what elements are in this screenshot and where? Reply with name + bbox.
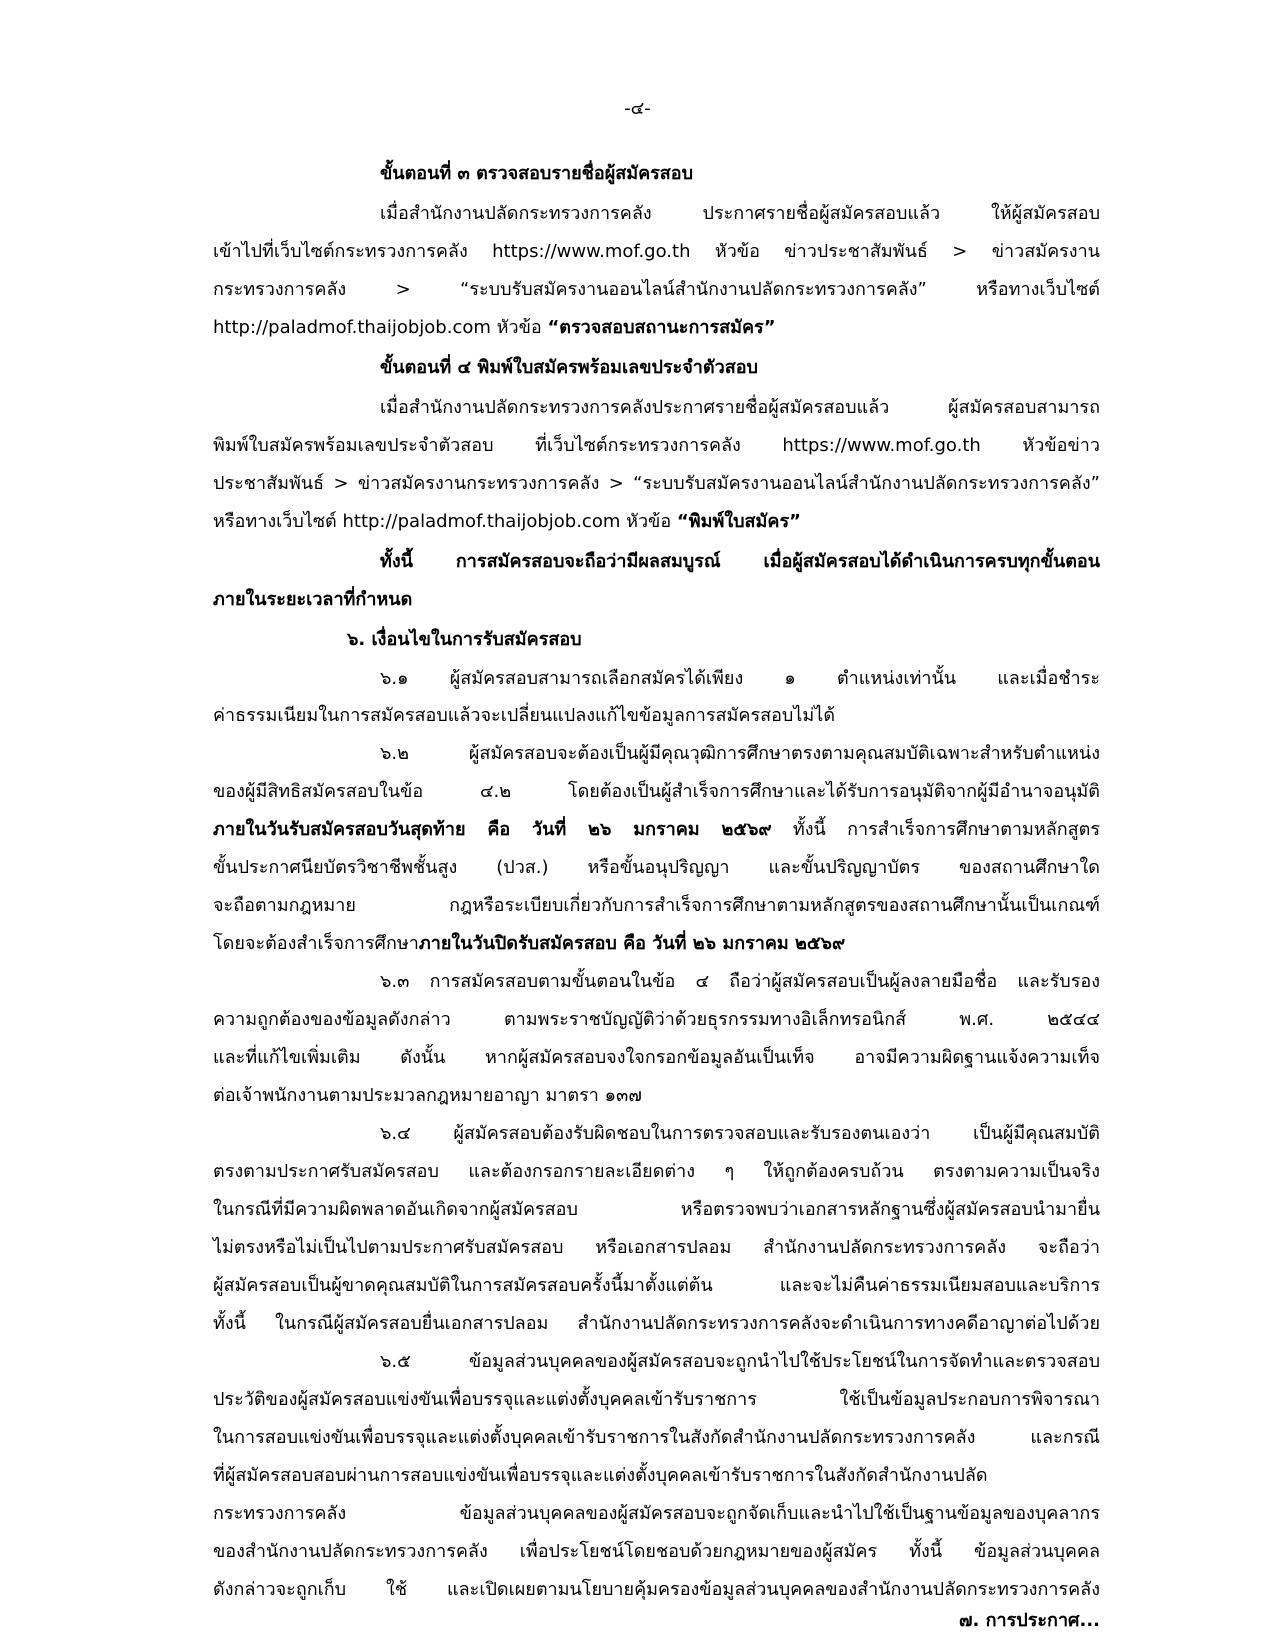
step4-line-4 xyxy=(213,511,801,533)
step3-line-1: เมื่อสำนักงานปลัดกระทรวงการคลัง ประกาศรายชื่อผู้สมัครสอบแล้ว ให้ผู้สมัครสอบ xyxy=(380,203,1100,224)
step3-line-3: กระทรวงการคลัง > “ระบบรับสมัครงานออนไลน์สำนักงานปลัดกระทรวงการคลัง” หรือทางเว็บไซต์ xyxy=(213,279,1100,300)
p65-line-6: ของสำนักงานปลัดกระทรวงการคลัง เพื่อประโยชน์โดยชอบด้วยกฎหมายของผู้สมัคร ทั้งนี้ ข้อมูลส่วนบุคคล xyxy=(213,1541,1100,1562)
p65-line-5: กระทรวงการคลัง ข้อมูลส่วนบุคคลของผู้สมัครสอบจะถูกจัดเก็บและนำไปใช้เป็นฐานข้อมูลของบุคลากร xyxy=(213,1503,1100,1524)
step3-line-4 xyxy=(213,317,776,339)
p64-line-4: ไม่ตรงหรือไม่เป็นไปตามประกาศรับสมัครสอบ หรือเอกสารปลอม สำนักงานปลัดกระทรวงการคลัง จะถือว่า xyxy=(213,1237,1100,1258)
p62-line-2: ของผู้มีสิทธิสมัครสอบในข้อ ๔.๒ โดยต้องเป็นผู้สำเร็จการศึกษาและได้รับการอนุมัติจากผู้มีอำนาจอนุมัติ xyxy=(213,781,1100,802)
p64-line-1: ๖.๔ ผู้สมัครสอบต้องรับผิดชอบในการตรวจสอบและรับรองตนเองว่า เป็นผู้มีคุณสมบัติ xyxy=(380,1123,1100,1144)
step4-line-4-text: หรือทางเว็บไซต์ http://paladmof.thaijobjob.com หัวข้อ xyxy=(213,511,677,532)
step3-line-2: เข้าไปที่เว็บไซต์กระทรวงการคลัง https://www.mof.go.th หัวข้อ ข่าวประชาสัมพันธ์ > ข่าวสมัครงาน xyxy=(213,241,1100,262)
p65-line-4: ที่ผู้สมัครสอบสอบผ่านการสอบแข่งขันเพื่อบรรจุและแต่งตั้งบุคคลเข้ารับราชการในสังกัดสำนักงานปลัด xyxy=(213,1465,988,1486)
p62-line-4: ขั้นประกาศนียบัตรวิชาชีพชั้นสูง (ปวส.) หรือขั้นอนุปริญญา และขั้นปริญญาบัตร ของสถานศึกษาใด xyxy=(213,857,1100,878)
continuation-marker: ๗. การประกาศ... xyxy=(958,1610,1100,1631)
p62-line-5: จะถือตามกฎหมาย กฎหรือระเบียบเกี่ยวกับการสำเร็จการศึกษาตามหลักสูตรของสถานศึกษานั้นเป็นเกณฑ์ xyxy=(213,895,1100,916)
p63-line-4: ต่อเจ้าพนักงานตามประมวลกฎหมายอาญา มาตรา ๑๓๗ xyxy=(213,1085,642,1106)
p62-line-3-text: ทั้งนี้ การสำเร็จการศึกษาตามหลักสูตร xyxy=(771,819,1100,840)
p65-line-3: ในการสอบแข่งขันเพื่อบรรจุและแต่งตั้งบุคคลเข้ารับราชการในสังกัดสำนักงานปลัดกระทรวงการคลัง และกรณี xyxy=(213,1427,1100,1448)
step3-heading: ขั้นตอนที่ ๓ ตรวจสอบรายชื่อผู้สมัครสอบ xyxy=(380,163,694,184)
p61-line-2: ค่าธรรมเนียมในการสมัครสอบแล้วจะเปลี่ยนแปลงแก้ไขข้อมูลการสมัครสอบไม่ได้ xyxy=(213,705,836,726)
p62-line-3 xyxy=(213,819,1100,841)
step4-line-3: ประชาสัมพันธ์ > ข่าวสมัครงานกระทรวงการคลัง > “ระบบรับสมัครงานออนไลน์สำนักงานปลัดกระทรวงการคลัง” xyxy=(213,473,1100,494)
p61-line-1: ๖.๑ ผู้สมัครสอบสามารถเลือกสมัครได้เพียง ๑ ตำแหน่งเท่านั้น และเมื่อชำระ xyxy=(380,668,1100,689)
p62-deadline-bold: ภายในวันรับสมัครสอบวันสุดท้าย คือ วันที่ ๒๖ มกราคม ๒๕๖๙ xyxy=(213,819,772,840)
p62-line-6 xyxy=(213,933,845,955)
p62-line-6-text: โดยจะต้องสำเร็จการศึกษา xyxy=(213,933,419,954)
step4-line-1: เมื่อสำนักงานปลัดกระทรวงการคลังประกาศรายชื่อผู้สมัครสอบแล้ว ผู้สมัครสอบสามารถ xyxy=(380,397,1100,418)
page-number: -๔- xyxy=(624,98,651,119)
step4-menu-print-form: “พิมพ์ใบสมัคร” xyxy=(676,511,801,532)
p63-line-3: และที่แก้ไขเพิ่มเติม ดังนั้น หากผู้สมัครสอบจงใจกรอกข้อมูลอันเป็นเท็จ อาจมีความผิดฐานแจ้งความเท็จ xyxy=(213,1047,1100,1068)
note-line-2: ภายในระยะเวลาที่กำหนด xyxy=(213,589,413,610)
p63-line-1: ๖.๓ การสมัครสอบตามขั้นตอนในข้อ ๔ ถือว่าผู้สมัครสอบเป็นผู้ลงลายมือชื่อ และรับรอง xyxy=(380,971,1100,992)
p63-line-2: ความถูกต้องของข้อมูลดังกล่าว ตามพระราชบัญญัติว่าด้วยธุรกรรมทางอิเล็กทรอนิกส์ พ.ศ. ๒๕๔๔ xyxy=(213,1009,1100,1030)
p62-close-date-bold: ภายในวันปิดรับสมัครสอบ คือ วันที่ ๒๖ มกราคม ๒๕๖๙ xyxy=(418,933,846,954)
step4-line-2: พิมพ์ใบสมัครพร้อมเลขประจำตัวสอบ ที่เว็บไซต์กระทรวงการคลัง https://www.mof.go.th หัวข้อข่าว xyxy=(213,435,1100,456)
p64-line-2: ตรงตามประกาศรับสมัครสอบ และต้องกรอกรายละเอียดต่าง ๆ ให้ถูกต้องครบถ้วน ตรงตามความเป็นจริง xyxy=(213,1161,1100,1182)
p65-line-1: ๖.๕ ข้อมูลส่วนบุคคลของผู้สมัครสอบจะถูกนำไปใช้ประโยชน์ในการจัดทำและตรวจสอบ xyxy=(380,1351,1100,1372)
p64-line-5: ผู้สมัครสอบเป็นผู้ขาดคุณสมบัติในการสมัครสอบครั้งนี้มาตั้งแต่ต้น และจะไม่คืนค่าธรรมเนียมสอบและบริการ xyxy=(213,1275,1100,1296)
step4-heading: ขั้นตอนที่ ๔ พิมพ์ใบสมัครพร้อมเลขประจำตัวสอบ xyxy=(380,357,758,378)
p64-line-3: ในกรณีที่มีความผิดพลาดอันเกิดจากผู้สมัครสอบ หรือตรวจพบว่าเอกสารหลักฐานซึ่งผู้สมัครสอบนำมายื่น xyxy=(213,1199,1100,1220)
p62-line-1: ๖.๒ ผู้สมัครสอบจะต้องเป็นผู้มีคุณวุฒิการศึกษาตรงตามคุณสมบัติเฉพาะสำหรับตำแหน่ง xyxy=(380,743,1100,764)
step3-line-4-text: http://paladmof.thaijobjob.com หัวข้อ xyxy=(213,317,548,338)
p65-line-2: ประวัติของผู้สมัครสอบแข่งขันเพื่อบรรจุและแต่งตั้งบุคคลเข้ารับราชการ ใช้เป็นข้อมูลประกอบการพิจารณา xyxy=(213,1389,1100,1410)
section6-heading: ๖. เงื่อนไขในการรับสมัครสอบ xyxy=(347,629,582,650)
note-line-1: ทั้งนี้ การสมัครสอบจะถือว่ามีผลสมบูรณ์ เมื่อผู้สมัครสอบได้ดำเนินการครบทุกขั้นตอน xyxy=(380,551,1100,572)
step3-menu-check-status: “ตรวจสอบสถานะการสมัคร” xyxy=(547,317,776,338)
p64-line-6: ทั้งนี้ ในกรณีผู้สมัครสอบยื่นเอกสารปลอม สำนักงานปลัดกระทรวงการคลังจะดำเนินการทางคดีอาญาต่อไปด้วย xyxy=(213,1313,1100,1334)
p65-line-7: ดังกล่าวจะถูกเก็บ ใช้ และเปิดเผยตามนโยบายคุ้มครองข้อมูลส่วนบุคคลของสำนักงานปลัดกระทรวงการคลัง xyxy=(213,1579,1100,1600)
